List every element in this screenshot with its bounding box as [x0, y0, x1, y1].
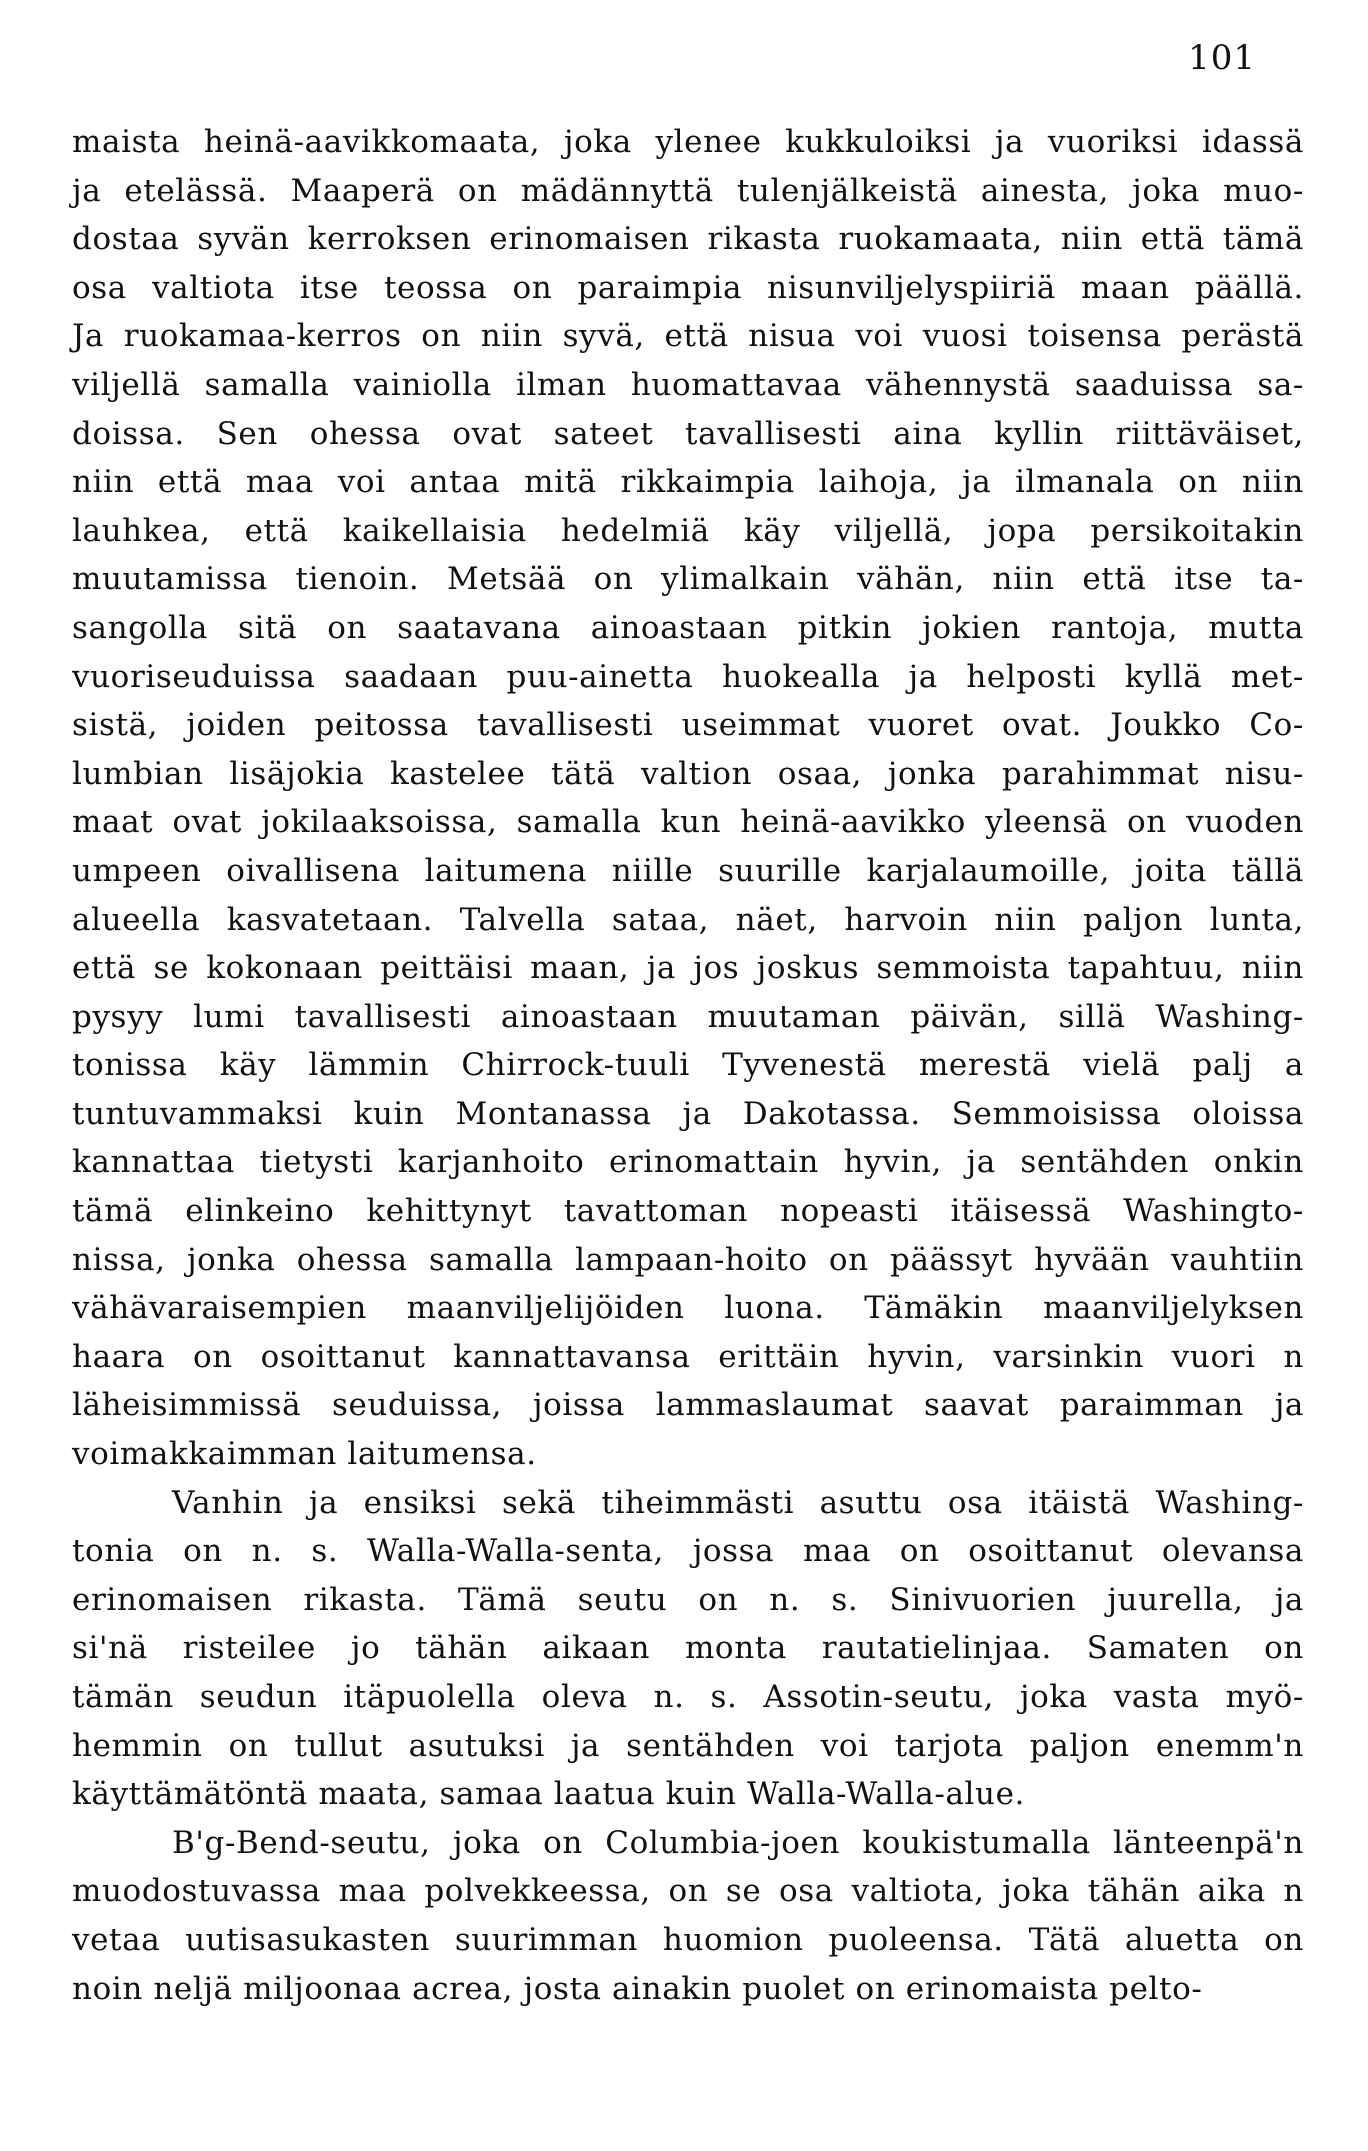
text-line: lumbian lisäjokia kastelee tätä valtion osaa, jonka parahimmat nisu-: [72, 755, 1304, 792]
text-line: B'g-Bend-seutu, joka on Columbia-joen koukistumalla länteenpä'n: [172, 1824, 1304, 1861]
text-line: Vanhin ja ensiksi sekä tiheimmästi asuttu osa itäistä Washing-: [172, 1484, 1304, 1521]
text-line: Ja ruokamaa-kerros on niin syvä, että nisua voi vuosi toisensa perästä: [72, 318, 1304, 355]
text-line: tonissa käy lämmin Chirrock-tuuli Tyvenestä merestä vielä palj a: [72, 1047, 1304, 1084]
text-line: ja etelässä. Maaperä on mädännyttä tulenjälkeistä ainesta, joka muo-: [72, 172, 1304, 209]
text-line: alueella kasvatetaan. Talvella sataa, näet, harvoin niin paljon lunta,: [72, 901, 1304, 938]
text-line: voimakkaimman laitumensa.: [72, 1436, 537, 1473]
text-line: si'nä risteilee jo tähän aikaan monta rautatielinjaa. Samaten on: [72, 1630, 1304, 1667]
text-line: tämä elinkeino kehittynyt tavattoman nopeasti itäisessä Washingto-: [72, 1193, 1304, 1230]
text-line: erinomaisen rikasta. Tämä seutu on n. s. Sinivuorien juurella, ja: [72, 1581, 1304, 1618]
text-line: käyttämätöntä maata, samaa laatua kuin Walla-Walla-alue.: [72, 1776, 1026, 1813]
text-line: doissa. Sen ohessa ovat sateet tavallisesti aina kyllin riittäväiset,: [72, 415, 1304, 452]
text-line: nissa, jonka ohessa samalla lampaan-hoito on päässyt hyvään vauhtiin: [72, 1241, 1304, 1278]
text-line: tonia on n. s. Walla-Walla-senta, jossa maa on osoittanut olevansa: [72, 1533, 1304, 1570]
text-line: umpeen oivallisena laitumena niille suurille karjalaumoille, joita tällä: [72, 852, 1304, 889]
text-line: kannattaa tietysti karjanhoito erinomattain hyvin, ja sentähden onkin: [72, 1144, 1304, 1181]
text-line: tuntuvammaksi kuin Montanassa ja Dakotassa. Semmoisissa oloissa: [72, 1095, 1304, 1132]
text-line: hemmin on tullut asutuksi ja sentähden voi tarjota paljon enemm'n: [72, 1727, 1304, 1764]
text-line: lauhkea, että kaikellaisia hedelmiä käy viljellä, jopa persikoitakin: [72, 512, 1304, 549]
text-line: muutamissa tienoin. Metsää on ylimalkain vähän, niin että itse ta-: [72, 561, 1304, 598]
text-line: sangolla sitä on saatavana ainoastaan pitkin jokien rantoja, mutta: [72, 609, 1304, 646]
body-text: [72, 118, 1304, 2013]
text-line: maista heinä-aavikkomaata, joka ylenee kukkuloiksi ja vuoriksi idassä: [72, 124, 1304, 160]
text-line: vuoriseuduissa saadaan puu-ainetta huokealla ja helposti kyllä met-: [72, 658, 1304, 695]
text-line: vetaa uutisasukasten suurimman huomion puoleensa. Tätä aluetta on: [72, 1921, 1304, 1958]
text-line: dostaa syvän kerroksen erinomaisen rikasta ruokamaata, niin että tämä: [72, 221, 1304, 258]
text-line: viljellä samalla vainiolla ilman huomattavaa vähennystä saaduissa sa-: [72, 366, 1304, 403]
text-line: pysyy lumi tavallisesti ainoastaan muutaman päivän, sillä Washing-: [72, 998, 1304, 1035]
paragraph: [72, 118, 1304, 1479]
text-line: niin että maa voi antaa mitä rikkaimpia laihoja, ja ilmanala on niin: [72, 464, 1304, 501]
text-line: että se kokonaan peittäisi maan, ja jos joskus semmoista tapahtuu, niin: [72, 950, 1304, 987]
text-line: muodostuvassa maa polvekkeessa, on se osa valtiota, joka tähän aika n: [72, 1873, 1304, 1910]
text-line: maat ovat jokilaaksoissa, samalla kun heinä-aavikko yleensä on vuoden: [72, 804, 1304, 841]
paragraph: [72, 1479, 1304, 1819]
paragraph: [72, 1819, 1304, 2013]
text-line: vähävaraisempien maanviljelijöiden luona. Tämäkin maanviljelyksen: [72, 1290, 1304, 1327]
text-line: haara on osoittanut kannattavansa erittäin hyvin, varsinkin vuori n: [72, 1338, 1304, 1375]
text-line: tämän seudun itäpuolella oleva n. s. Assotin-seutu, joka vasta myö-: [72, 1679, 1304, 1715]
text-line: noin neljä miljoonaa acrea, josta ainakin puolet on erinomaista pelto-: [72, 1970, 1203, 2007]
page-number: 101: [1188, 38, 1256, 78]
text-line: sistä, joiden peitossa tavallisesti useimmat vuoret ovat. Joukko Co-: [72, 707, 1304, 744]
text-line: läheisimmissä seuduissa, joissa lammaslaumat saavat paraimman ja: [72, 1387, 1304, 1424]
text-line: osa valtiota itse teossa on paraimpia nisunviljelyspiiriä maan päällä.: [72, 269, 1304, 306]
